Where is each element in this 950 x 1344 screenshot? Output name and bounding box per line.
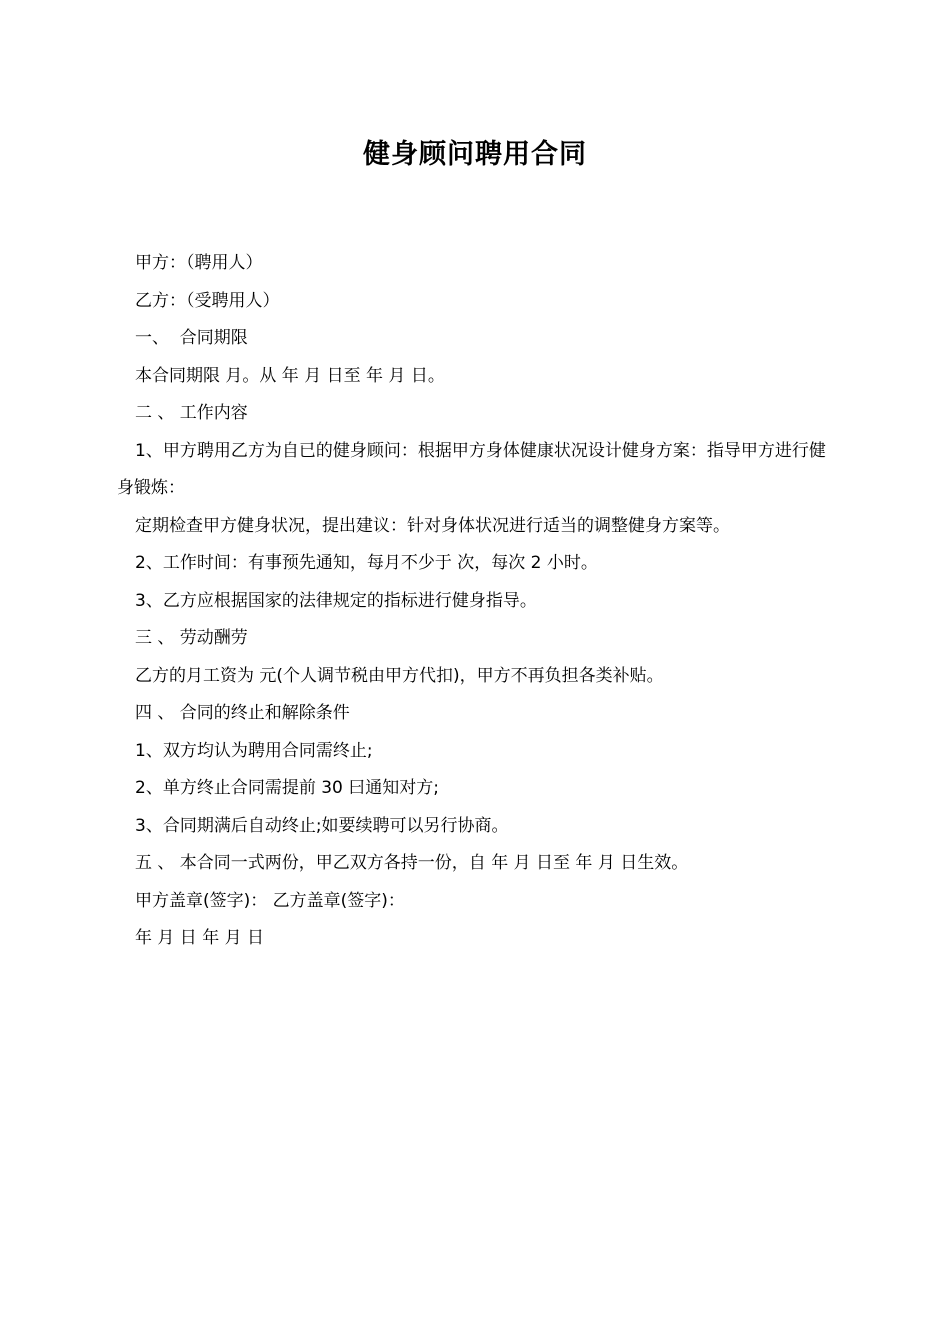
- work-item-1: 1、甲方聘用乙方为自已的健身顾问：根据甲方身体健康状况设计健身方案：指导甲方进行健身锻炼：: [117, 440, 826, 498]
- work-item-2: 2、工作时间：有事预先通知，每月不少于 次，每次 2 小时。: [135, 553, 598, 573]
- signature-line: 甲方盖章(签字)： 乙方盖章(签字)：: [135, 890, 405, 911]
- document-body: [117, 245, 842, 958]
- work-item-3: 3、乙方应根据国家的法律规定的指标进行健身指导。: [135, 590, 537, 611]
- termination-item-1: 1、双方均认为聘用合同需终止;: [135, 740, 373, 761]
- work-item-1-continued: 定期检查甲方健身状况，提出建议：针对身体状况进行适当的调整健身方案等。: [135, 515, 730, 536]
- section-1-heading: 一、 合同期限: [135, 328, 248, 348]
- section-5-text: 五 、 本合同一式两份，甲乙双方各持一份，自 年 月 日至 年 月 日生效。: [135, 853, 689, 873]
- party-a-line: 甲方：（聘用人）: [135, 253, 263, 273]
- section-3-heading: 三 、 劳动酬劳: [135, 628, 248, 648]
- contract-term-text: 本合同期限 月。从 年 月 日至 年 月 日。: [135, 365, 445, 386]
- date-line: 年 月 日 年 月 日: [135, 928, 265, 948]
- section-4-heading: 四 、 合同的终止和解除条件: [135, 703, 350, 723]
- salary-text: 乙方的月工资为 元(个人调节税由甲方代扣)，甲方不再负担各类补贴。: [135, 665, 664, 686]
- party-b-line: 乙方：（受聘用人）: [135, 290, 280, 311]
- termination-item-2: 2、单方终止合同需提前 30 曰通知对方;: [135, 778, 439, 798]
- document-title: 健身顾问聘用合同: [363, 139, 587, 170]
- termination-item-3: 3、合同期满后自动终止;如要续聘可以另行协商。: [135, 815, 509, 836]
- section-2-heading: 二 、 工作内容: [135, 403, 248, 423]
